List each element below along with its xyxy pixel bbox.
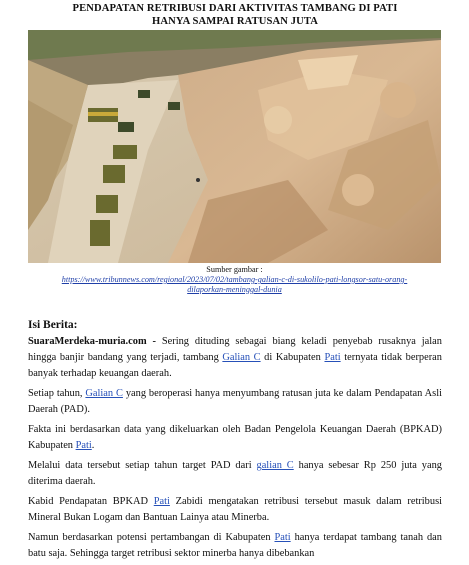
paragraph-text: hanya terdapat tambang tanah dan batu saja. Sehingga target retribusi sektor minerba hanya dibebankan	[28, 532, 442, 559]
paragraph-6	[28, 530, 442, 562]
article-title-line-1: PENDAPATAN RETRIBUSI DARI AKTIVITAS TAMBANG DI PATI	[72, 3, 398, 14]
paragraph-text: Zabidi mengatakan retribusi tersebut masuk dalam retribusi Mineral Bukan Logam dan Bantuan Lainya atau Minerba.	[28, 496, 442, 523]
quarry-photo	[28, 30, 441, 263]
keyword-link-galian-c[interactable]: Galian C	[85, 388, 123, 399]
section-heading: Isi Berita:	[28, 319, 78, 331]
keyword-link-pati[interactable]: Pati	[274, 532, 291, 543]
paragraph-5	[28, 494, 442, 526]
news-source: SuaraMerdeka-muria.com -	[28, 336, 156, 347]
paragraph-1	[28, 334, 442, 382]
source-link-line-2[interactable]: dilaporkan-meninggal-dunia	[187, 285, 282, 294]
paragraph-text: Namun berdasarkan potensi pertambangan di Kabupaten	[28, 532, 275, 543]
caption-label: Sumber gambar :	[206, 265, 263, 274]
keyword-link-pati[interactable]: Pati	[324, 352, 341, 363]
paragraph-text: Fakta ini berdasarkan data yang dikeluarkan oleh Badan Pengelola Keuangan Daerah (BPKAD) Kabupaten	[28, 424, 442, 451]
paragraph-text: Sering dituding sebagai biang keladi penyebab rusaknya jalan hingga banjir bandang yang terjadi, tambang	[28, 336, 442, 363]
keyword-link-pati[interactable]: Pati	[153, 496, 170, 507]
paragraph-text: Setiap tahun,	[28, 388, 86, 399]
article-title-line-2: HANYA SAMPAI RATUSAN JUTA	[151, 16, 319, 27]
keyword-link-pati[interactable]: Pati	[75, 440, 92, 451]
image-caption	[24, 265, 445, 295]
paragraph-text: yang beroperasi hanya menyumbang ratusan juta ke dalam Pendapatan Asli Daerah (PAD).	[28, 388, 442, 415]
keyword-link-galian-c[interactable]: Galian C	[222, 352, 261, 363]
paragraph-2	[28, 386, 442, 418]
article-title	[20, 2, 450, 28]
paragraph-text: hanya sebesar Rp 250 juta yang diterima daerah.	[28, 460, 442, 487]
paragraph-3	[28, 422, 442, 454]
paragraph-text: .	[91, 440, 95, 451]
source-link-line-1[interactable]: https://www.tribunnews.com/regional/2023/07/02/tambang-galian-c-di-sukolilo-pati-longsor-satu-orang-	[61, 275, 408, 284]
keyword-link-galian-c[interactable]: galian C	[256, 460, 294, 471]
source-link[interactable]	[24, 275, 445, 295]
paragraph-text: Kabid Pendapatan BPKAD	[28, 496, 154, 507]
paragraph-4	[28, 458, 442, 490]
paragraph-text: di Kabupaten	[260, 352, 325, 363]
paragraph-text: Melalui data tersebut setiap tahun target PAD dari	[28, 460, 257, 471]
paragraph-text: ternyata tidak berperan banyak terhadap keuangan daerah.	[28, 352, 442, 379]
quarry-photo-icon	[28, 30, 441, 263]
